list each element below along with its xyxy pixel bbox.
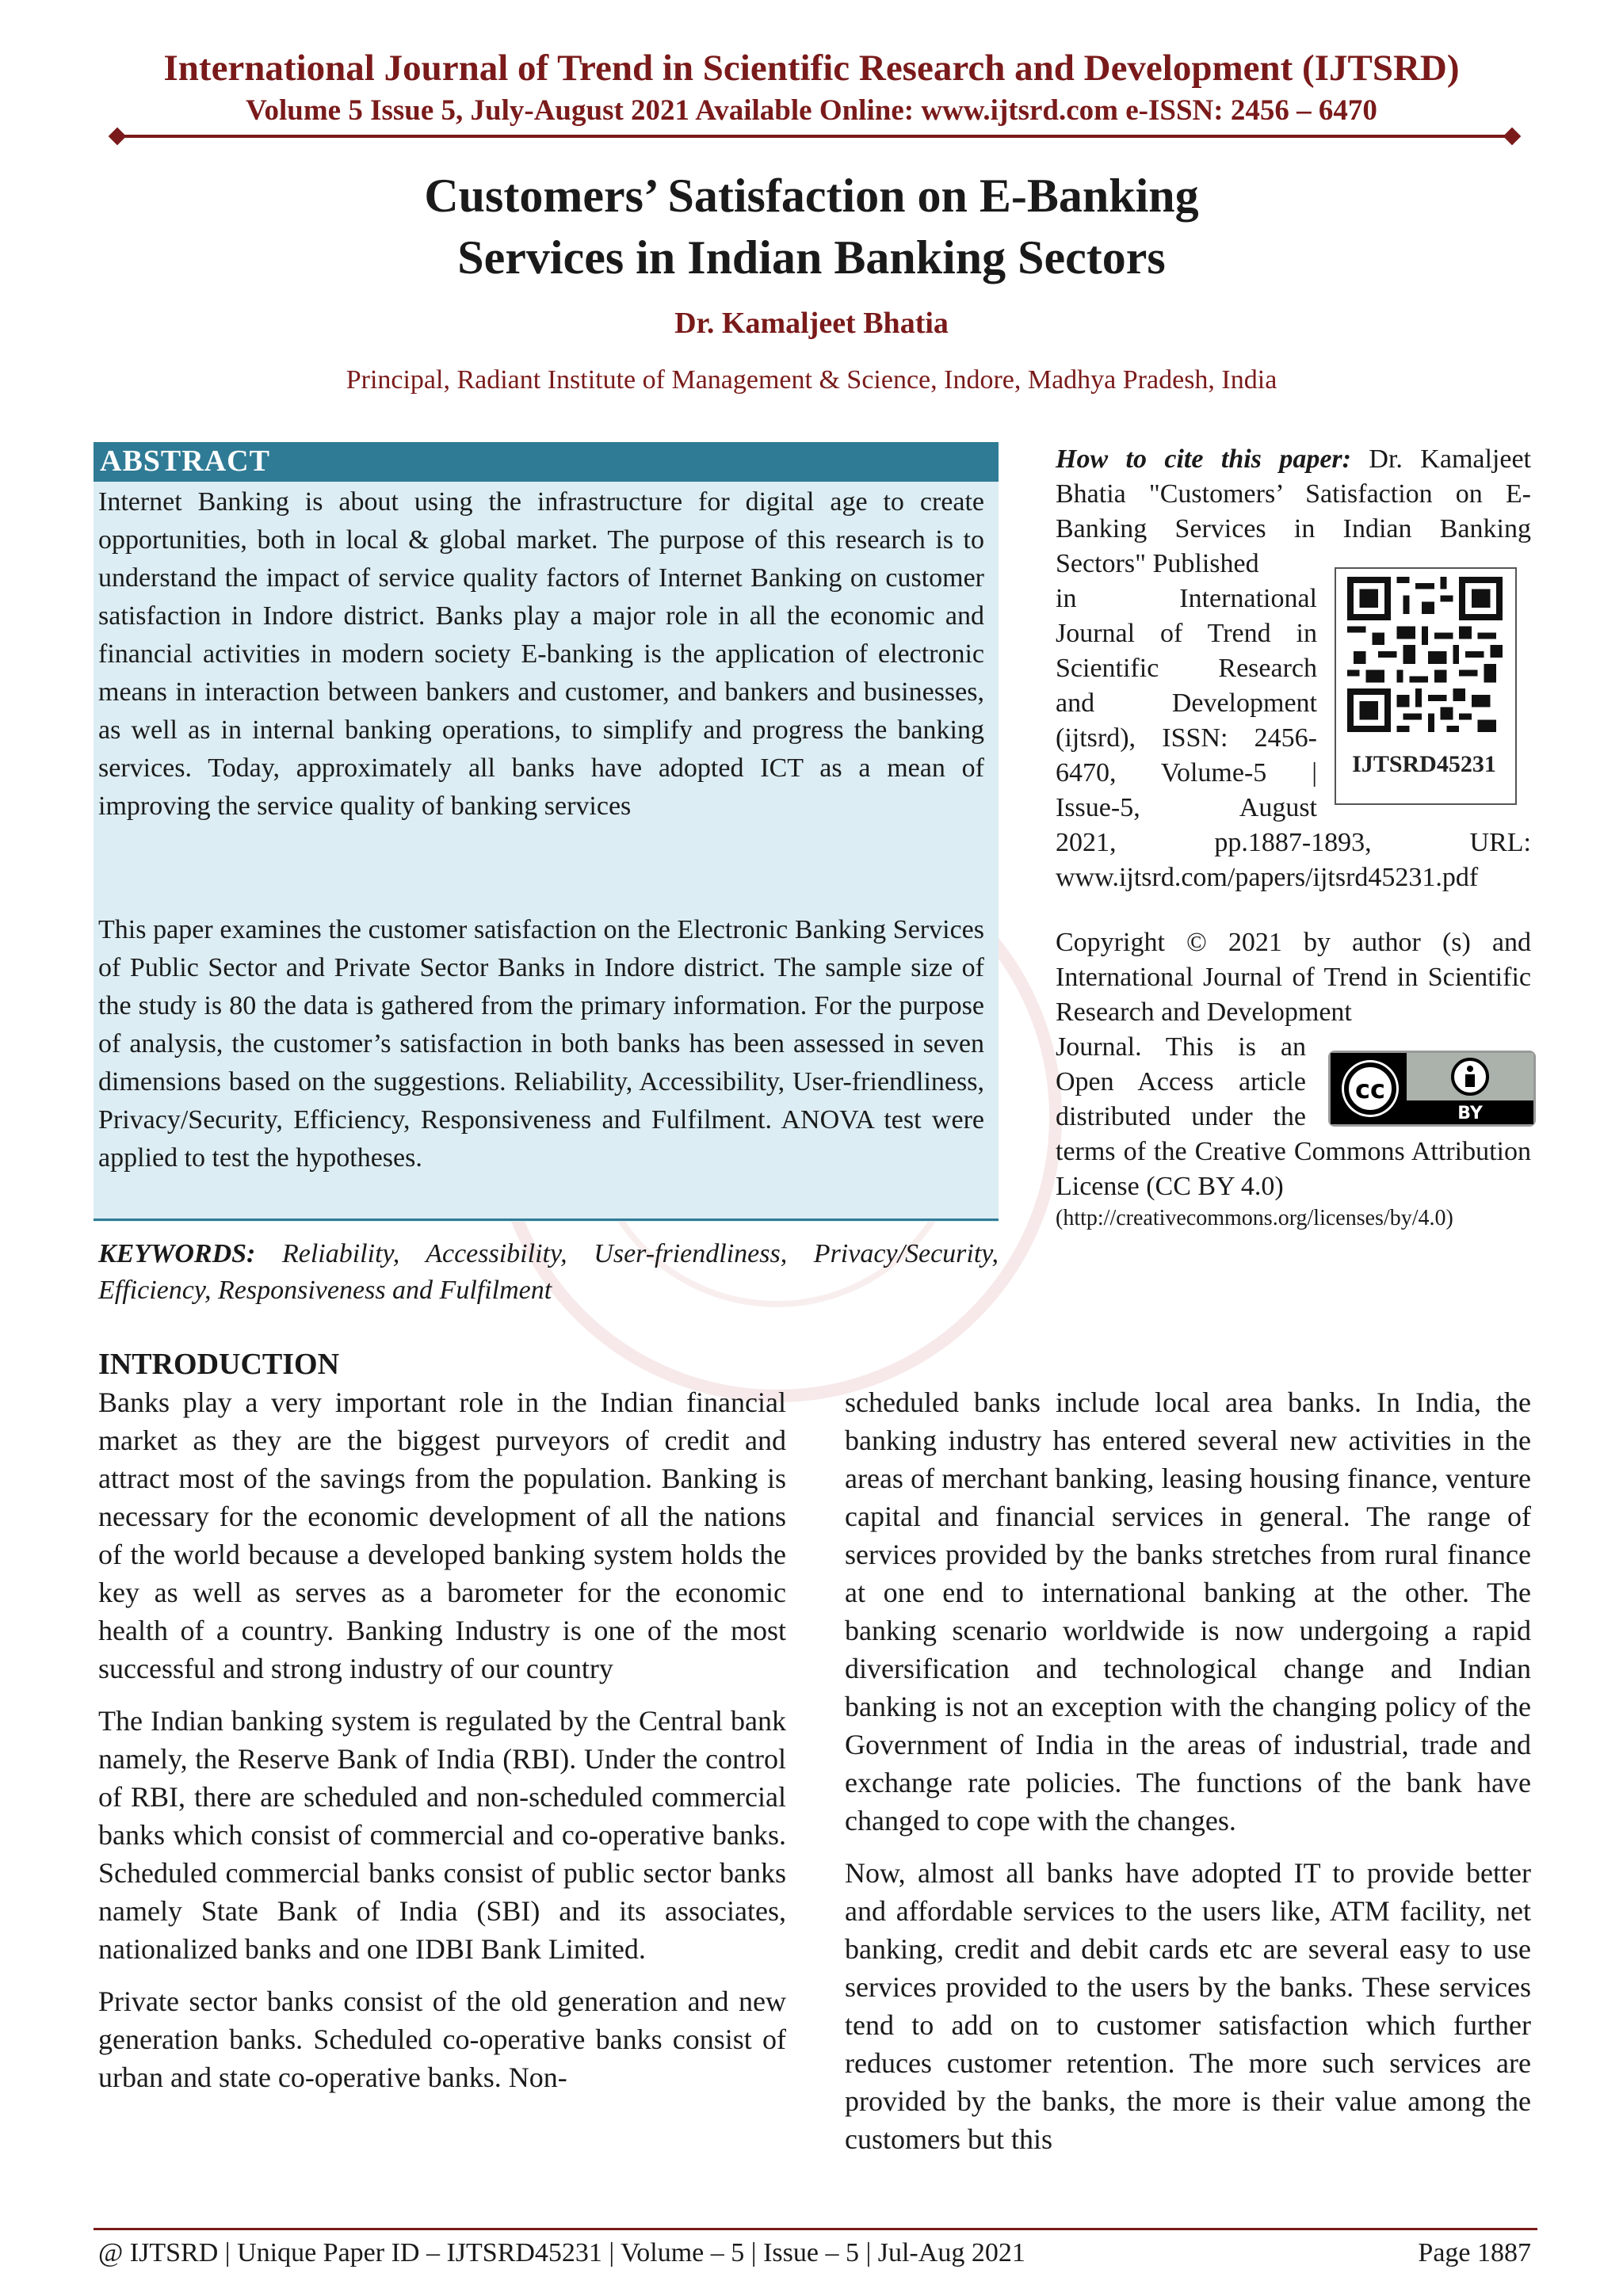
qr-code-icon: [1347, 577, 1503, 732]
abstract-paragraph-1: Internet Banking is about using the infrastructure for digital age to create opportunities, both in local & global market. The purpose of this research is to understand the impact of service quality factors of Internet Banking on customer satisfaction in Indore district. Banks play a major role in all the economic and financial activities in modern society E-banking is the application of electronic means in interaction between bankers and customer, and bankers and businesses, as well as in internal banking operations, to simplify and progress the banking services. Today, approximately all banks have adopted ICT as a mean of improving the service quality of banking services: [98, 487, 984, 821]
creative-commons-icon: [1331, 1053, 1533, 1124]
copyright-text-a: Copyright © 2021 by author (s) and International Journal of Trend in Scientific Research and Development: [1056, 928, 1531, 1027]
body-paragraph: Now, almost all banks have adopted IT to provide better and affordable services to the users like, ATM facility, net banking, credit and debit cards etc are several easy to use services provided to the users by the banks. These services tend to add on to customer satisfaction which further reduces customer retention. The more such services are provided by the banks, the more is their value among the customers but this: [845, 1857, 1531, 2155]
citation-line: Scientific Research: [1056, 654, 1317, 683]
section-heading-introduction: INTRODUCTION: [98, 1348, 340, 1381]
abstract-heading: ABSTRACT: [100, 444, 270, 478]
cc-by-license-badge: [1328, 1051, 1536, 1127]
license-url: (http://creativecommons.org/licenses/by/4.0): [1056, 1206, 1453, 1230]
journal-title: International Journal of Trend in Scientific Research and Development (IJTSRD): [163, 48, 1460, 89]
citation-line: Journal of Trend in: [1056, 619, 1317, 648]
page-number: Page 1887: [1418, 2238, 1531, 2267]
author-affiliation: Principal, Radiant Institute of Management & Science, Indore, Madhya Pradesh, India: [346, 365, 1277, 395]
abstract-heading-bar: [94, 442, 999, 482]
body-column-left: [98, 1383, 786, 2111]
body-paragraph: The Indian banking system is regulated by the Central bank namely, the Reserve Bank of India (RBI). Under the control of RBI, there are scheduled and non-scheduled commercial banks which consist of commercial and co-operative banks. Scheduled commercial banks consist of public sector banks namely State Bank of India (SBI) and its associates, nationalized banks and one IDBI Bank Limited.: [98, 1705, 786, 1965]
citation-line: 6470, Volume-5 |: [1056, 758, 1317, 788]
citation-label: How to cite this paper:: [1056, 444, 1351, 474]
citation-text-a: Dr. Kamaljeet Bhatia "Customers’ Satisfaction on E-Banking Services in Indian Banking Sectors" Published: [1056, 444, 1532, 578]
citation-text-c: 2021, pp.1887-1893, URL: www.ijtsrd.com/papers/ijtsrd45231.pdf: [1056, 828, 1531, 892]
paper-title: [0, 165, 1623, 288]
citation-line: and Development: [1056, 688, 1317, 718]
page-footer: [98, 2236, 1531, 2271]
footer-divider: [94, 2228, 1537, 2230]
footer-paper-info: @ IJTSRD | Unique Paper ID – IJTSRD45231 | Volume – 5 | Issue – 5 | Jul-Aug 2021: [98, 2238, 1025, 2267]
divider-diamond-right: [1503, 128, 1522, 146]
body-column-right: [845, 1383, 1531, 2172]
citation-line: (ijtsrd), ISSN: 2456-: [1056, 723, 1317, 753]
divider-diamond-left: [109, 128, 127, 146]
by-badge-text: BY: [1457, 1104, 1483, 1123]
qr-paper-id: IJTSRD45231: [1352, 751, 1496, 777]
citation-line: in International: [1056, 584, 1317, 613]
keywords: [98, 1236, 999, 1309]
keywords-label: KEYWORDS:: [98, 1239, 256, 1268]
copyright-line: Journal. This is an: [1056, 1032, 1306, 1062]
paper-title-line2: Services in Indian Banking Sectors: [457, 231, 1166, 284]
abstract-bottom-rule: [94, 1219, 999, 1221]
cc-badge-text: cc: [1355, 1074, 1385, 1104]
journal-volume-line: Volume 5 Issue 5, July-August 2021 Available Online: www.ijtsrd.com e-ISSN: 2456 – 6470: [246, 94, 1377, 127]
body-paragraph: Private sector banks consist of the old generation and new generation banks. Scheduled co-operative banks consist of urban and state co-operative banks. Non-: [98, 1985, 786, 2093]
copyright-line: Open Access article: [1056, 1067, 1306, 1097]
keywords-text: Reliability, Accessibility, User-friendliness, Privacy/Security, Efficiency, Responsiveness and Fulfilment: [98, 1239, 999, 1305]
abstract-paragraph-2: This paper examines the customer satisfaction on the Electronic Banking Services of Public Sector and Private Sector Banks in Indore district. The sample size of the study is 80 the data is gathered from the primary information. For the purpose of analysis, the customer’s satisfaction in both banks has been assessed in seven dimensions based on the suggestions. Reliability, Accessibility, User-friendliness, Privacy/Security, Efficiency, Responsiveness and Fulfilment. ANOVA test were applied to test the hypotheses.: [98, 915, 984, 1173]
citation-line: Issue-5, August: [1056, 793, 1317, 822]
copyright-text-c: terms of the Creative Commons Attribution License (CC BY 4.0): [1056, 1137, 1531, 1201]
author-name: Dr. Kamaljeet Bhatia: [674, 307, 949, 340]
body-paragraph: scheduled banks include local area banks. In India, the banking industry has entered several new activities in the areas of merchant banking, leasing housing finance, venture capital and financial services in general. The range of services provided by the banks stretches from rural finance at one end to international banking at the other. The banking scenario worldwide is now undergoing a rapid diversification and technological change and Indian banking is not an exception with the changing policy of the Government of India in the areas of industrial, trade and exchange rate policies. The functions of the bank have changed to cope with the changes.: [845, 1386, 1531, 1836]
body-paragraph: Banks play a very important role in the Indian financial market as they are the biggest purveyors of credit and attract most of the savings from the population. Banking is necessary for the economic development of all the nations of the world because a developed banking system holds the key as well as serves as a barometer for the economic health of a country. Banking Industry is one of the most successful and strong industry of our country: [98, 1386, 786, 1684]
paper-title-line1: Customers’ Satisfaction on E-Banking: [424, 170, 1199, 222]
copyright-line: distributed under the: [1056, 1102, 1306, 1131]
header-divider: [117, 135, 1512, 138]
